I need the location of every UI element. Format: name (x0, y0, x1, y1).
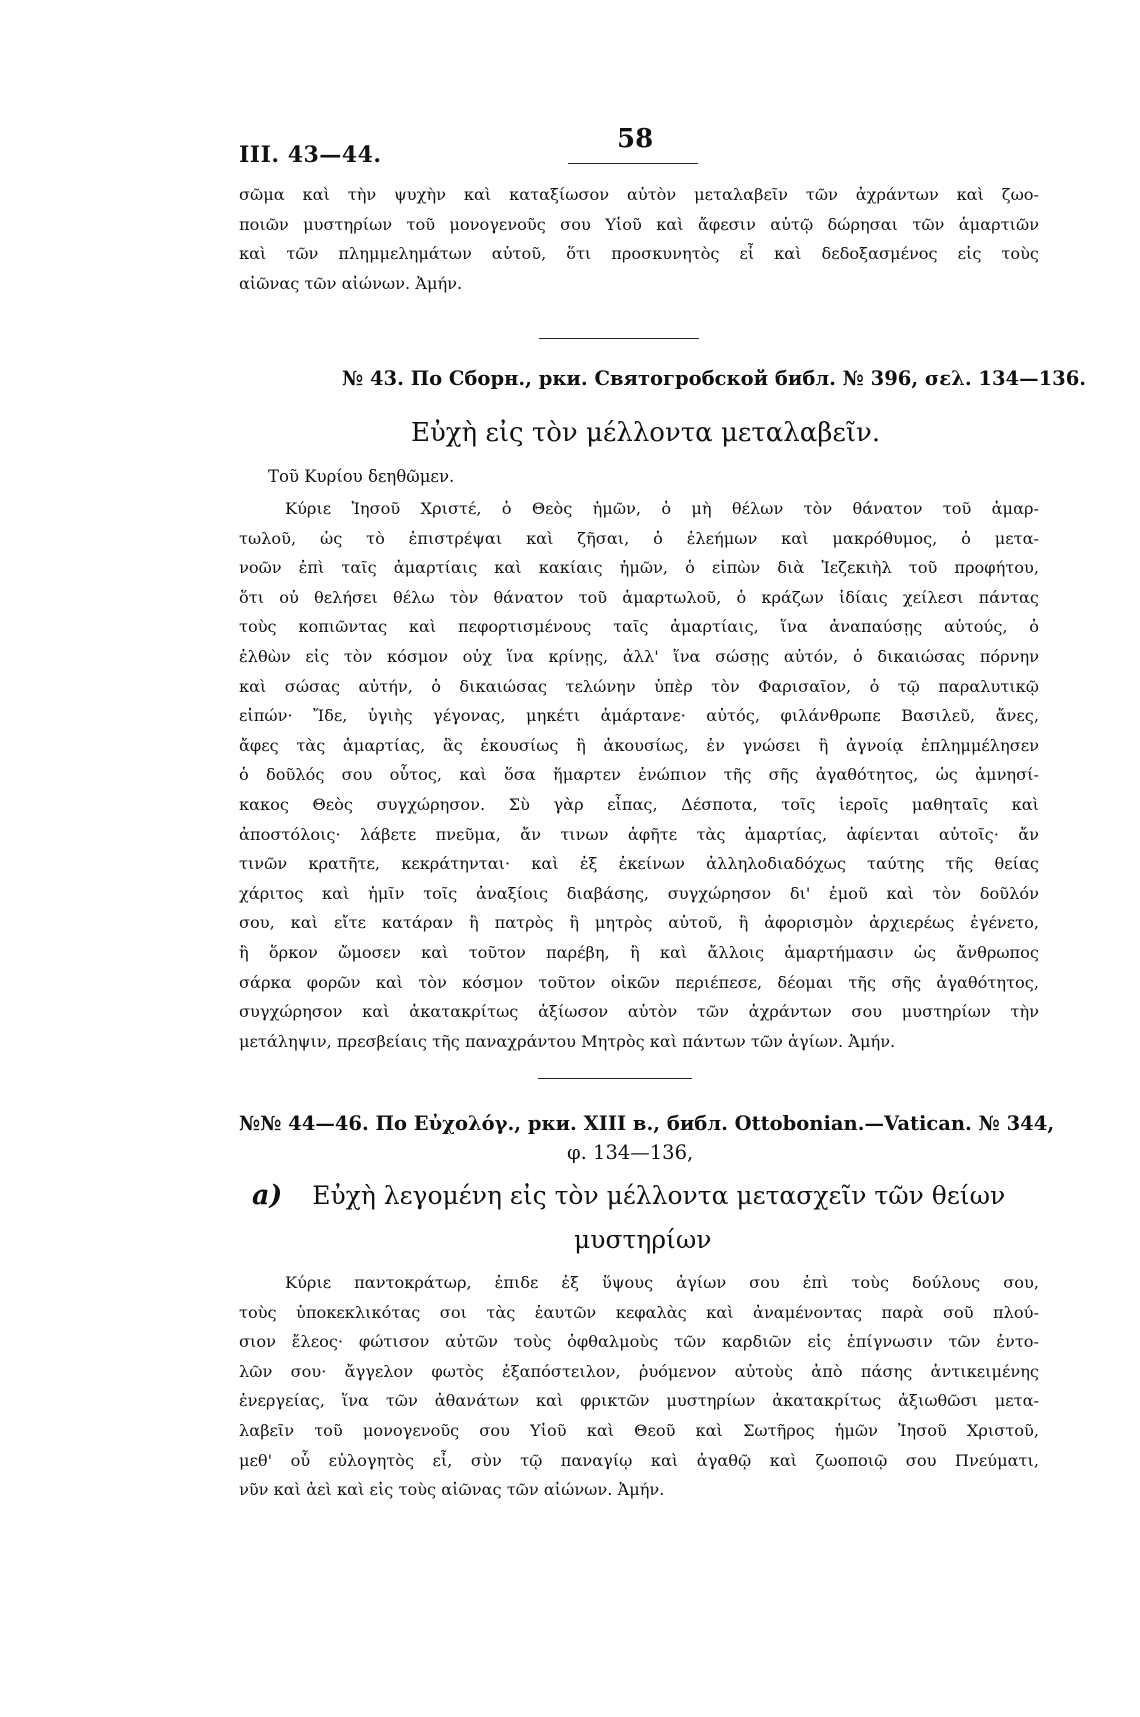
text-line: καὶ τῶν πλημμελημάτων αὐτοῦ, ὅτι προσκυνητὸς εἶ καὶ δεδοξασμένος εἰς τοὺς (239, 244, 1039, 264)
text-line: σιον ἔλεος· φώτισον αὐτῶν τοὺς ὀφθαλμοὺς τῶν καρδιῶν εἰς ἐπίγνωσιν τῶν ἐντο- (239, 1332, 1039, 1352)
text-line: τοὺς κοπιῶντας καὶ πεφορτισμένους ταῖς ἁμαρτίαις, ἵνα ἀναπαύσῃς αὐτούς, ὁ (239, 617, 1039, 637)
text-line: σῶμα καὶ τὴν ψυχὴν καὶ καταξίωσον αὐτὸν μεταλαβεῖν τῶν ἀχράντων καὶ ζωο- (239, 185, 1039, 204)
continuation-paragraph (239, 180, 1039, 298)
text-line: σου, καὶ εἴτε κατάραν ἢ πατρὸς ἢ μητρὸς αὐτοῦ, ἢ ἀφορισμὸν ἀρχιερέως ἐγένετο, (239, 913, 1039, 933)
text-line: ὅτι οὐ θελήσει θέλω τὸν θάνατον τοῦ ἁμαρτωλοῦ, ὁ κράζων ἰδίαις χείλεσι πάντας (239, 587, 1039, 607)
text-line: τινῶν κρατῆτε, κεκράτηνται· καὶ ἐξ ἐκείνων ἀλληλοδιαδόχως ταύτης τῆς θείας (239, 854, 1039, 874)
text-line: εἰπών· Ἴδε, ὑγιὴς γέγονας, μηκέτι ἁμάρτανε· αὐτός, φιλάνθρωπε Βασιλεῦ, ἄνες, (239, 706, 1039, 726)
text-line: συγχώρησον καὶ ἀκατακρίτως ἀξίωσον αὐτὸν τῶν ἀχράντων σου μυστηρίων τὴν (239, 1002, 1039, 1022)
text-line: τωλοῦ, ὡς τὸ ἐπιστρέψαι καὶ ζῆσαι, ὁ ἐλεήμων καὶ μακρόθυμος, ὁ μετα- (239, 528, 1039, 548)
text-line: νῦν καὶ ἀεὶ καὶ εἰς τοὺς αἰῶνας τῶν αἰώνων. Ἀμήν. (239, 1480, 665, 1500)
page-number: 58 (617, 124, 654, 154)
text-line: σάρκα φορῶν καὶ τὸν κόσμον τοῦτον οἰκῶν περιέπεσε, δέομαι τῆς σῆς ἀγαθότητος, (239, 972, 1039, 992)
source-citation-43: № 43. По Сборн., рки. Святогробской библ. № 396, σελ. 134—136. (342, 367, 1087, 390)
prayer-subhead: Τοῦ Κυρίου δεηθῶμεν. (268, 467, 455, 486)
text-line: Κύριε Ἰησοῦ Χριστέ, ὁ Θεὸς ἡμῶν, ὁ μὴ θέλων τὸν θάνατον τοῦ ἁμαρ- (285, 499, 1039, 518)
text-line: λῶν σου· ἄγγελον φωτὸς ἐξαπόστειλον, ῥυόμενον αὐτοὺς ἀπὸ πάσης ἀντικειμένης (239, 1361, 1039, 1381)
text-line: ἐλθὼν εἰς τὸν κόσμον οὐχ ἵνα κρίνῃς, ἀλλ' ἵνα σώσῃς αὐτόν, ὁ δικαιώσας πόρνην (239, 646, 1039, 666)
text-line: νοῶν ἐπὶ ταῖς ἁμαρτίαις καὶ κακίαις ἡμῶν, ὁ εἰπὼν διὰ Ἰεζεκιὴλ τοῦ προφήτου, (239, 558, 1039, 578)
header-rule (568, 163, 698, 164)
source-citation-44: №№ 44—46. По Εὐχολόγ., рки. XIII в., библ. Ottobonian.—Vatican. № 344, (239, 1112, 1055, 1135)
section-divider (539, 338, 699, 339)
text-line: Κύριε παντοκράτωρ, ἐπιδε ἐξ ὕψους ἁγίων σου ἐπὶ τοὺς δούλους σου, (285, 1273, 1039, 1292)
text-line: τοὺς ὑποκεκλικότας σοι τὰς ἑαυτῶν κεφαλὰς καὶ ἀναμένοντας παρὰ σοῦ πλού- (239, 1302, 1039, 1322)
text-line: αἰῶνας τῶν αἰώνων. Ἀμήν. (239, 273, 463, 293)
text-line: μετάληψιν, πρεσβείαις τῆς παναχράντου Μητρὸς καὶ πάντων τῶν ἁγίων. Ἀμήν. (239, 1031, 896, 1051)
prayer-title-44-line2: μυστηρίων (574, 1225, 712, 1254)
text-line: καὶ σώσας αὐτήν, ὁ δικαιώσας τελώνην ὑπὲρ τὸν Φαρισαῖον, ὁ τῷ παραλυτικῷ (239, 676, 1039, 696)
item-label: a) (252, 1180, 283, 1211)
prayer-title-44-line1 (252, 1180, 1005, 1211)
prayer-body-43 (239, 494, 1039, 1056)
section-reference: III. 43—44. (239, 142, 382, 168)
text-line: ποιῶν μυστηρίων τοῦ μονογενοῦς σου Υἱοῦ καὶ ἄφεσιν αὐτῷ δώρησαι τῶν ἁμαρτιῶν (239, 214, 1039, 234)
text-line: χάριτος καὶ ἡμῖν τοῖς ἀναξίοις διαβάσης, συγχώρησον δι' ἐμοῦ καὶ τὸν δοῦλόν (239, 883, 1039, 903)
prayer-title-44-text: Εὐχὴ λεγομένη εἰς τὸν μέλλοντα μετασχεῖν τῶν θείων (312, 1181, 1006, 1210)
text-line: μεθ' οὗ εὐλογητὸς εἶ, σὺν τῷ παναγίῳ καὶ ἀγαθῷ καὶ ζωοποιῷ σου Πνεύματι, (239, 1450, 1039, 1470)
text-line: ἐνεργείας, ἵνα τῶν ἀθανάτων καὶ φρικτῶν μυστηρίων ἀκατακρίτως ἀξιωθῶσι μετα- (239, 1391, 1039, 1411)
text-line: ἀποστόλοις· λάβετε πνεῦμα, ἄν τινων ἀφῆτε τὰς ἁμαρτίας, ἀφίενται αὐτοῖς· ἄν (239, 824, 1039, 844)
text-line: κακος Θεὸς συγχώρησον. Σὺ γὰρ εἶπας, Δέσποτα, τοῖς ἱεροῖς μαθηταῖς καὶ (239, 794, 1039, 814)
text-line: ἄφες τὰς ἁμαρτίας, ἃς ἑκουσίως ἢ ἀκουσίως, ἐν γνώσει ἢ ἀγνοίᾳ ἐπλημμέλησεν (239, 735, 1039, 755)
text-line: ὁ δοῦλός σου οὗτος, καὶ ὅσα ἥμαρτεν ἐνώπιον τῆς σῆς ἀγαθότητος, ὡς ἀμνησί- (239, 765, 1039, 785)
text-line: λαβεῖν τοῦ μονογενοῦς σου Υἱοῦ καὶ Θεοῦ καὶ Σωτῆρος ἡμῶν Ἰησοῦ Χριστοῦ, (239, 1420, 1039, 1440)
prayer-title-43: Εὐχὴ εἰς τὸν μέλλοντα μεταλαβεῖν. (411, 418, 881, 448)
source-citation-44-folio: φ. 134—136, (567, 1141, 694, 1164)
prayer-body-44 (239, 1268, 1039, 1505)
text-line: ἢ ὅρκον ὤμοσεν καὶ τοῦτον παρέβη, ἢ καὶ ἄλλοις ἁμαρτήμασιν ὡς ἄνθρωπος (239, 942, 1039, 962)
section-divider-2 (538, 1078, 692, 1079)
